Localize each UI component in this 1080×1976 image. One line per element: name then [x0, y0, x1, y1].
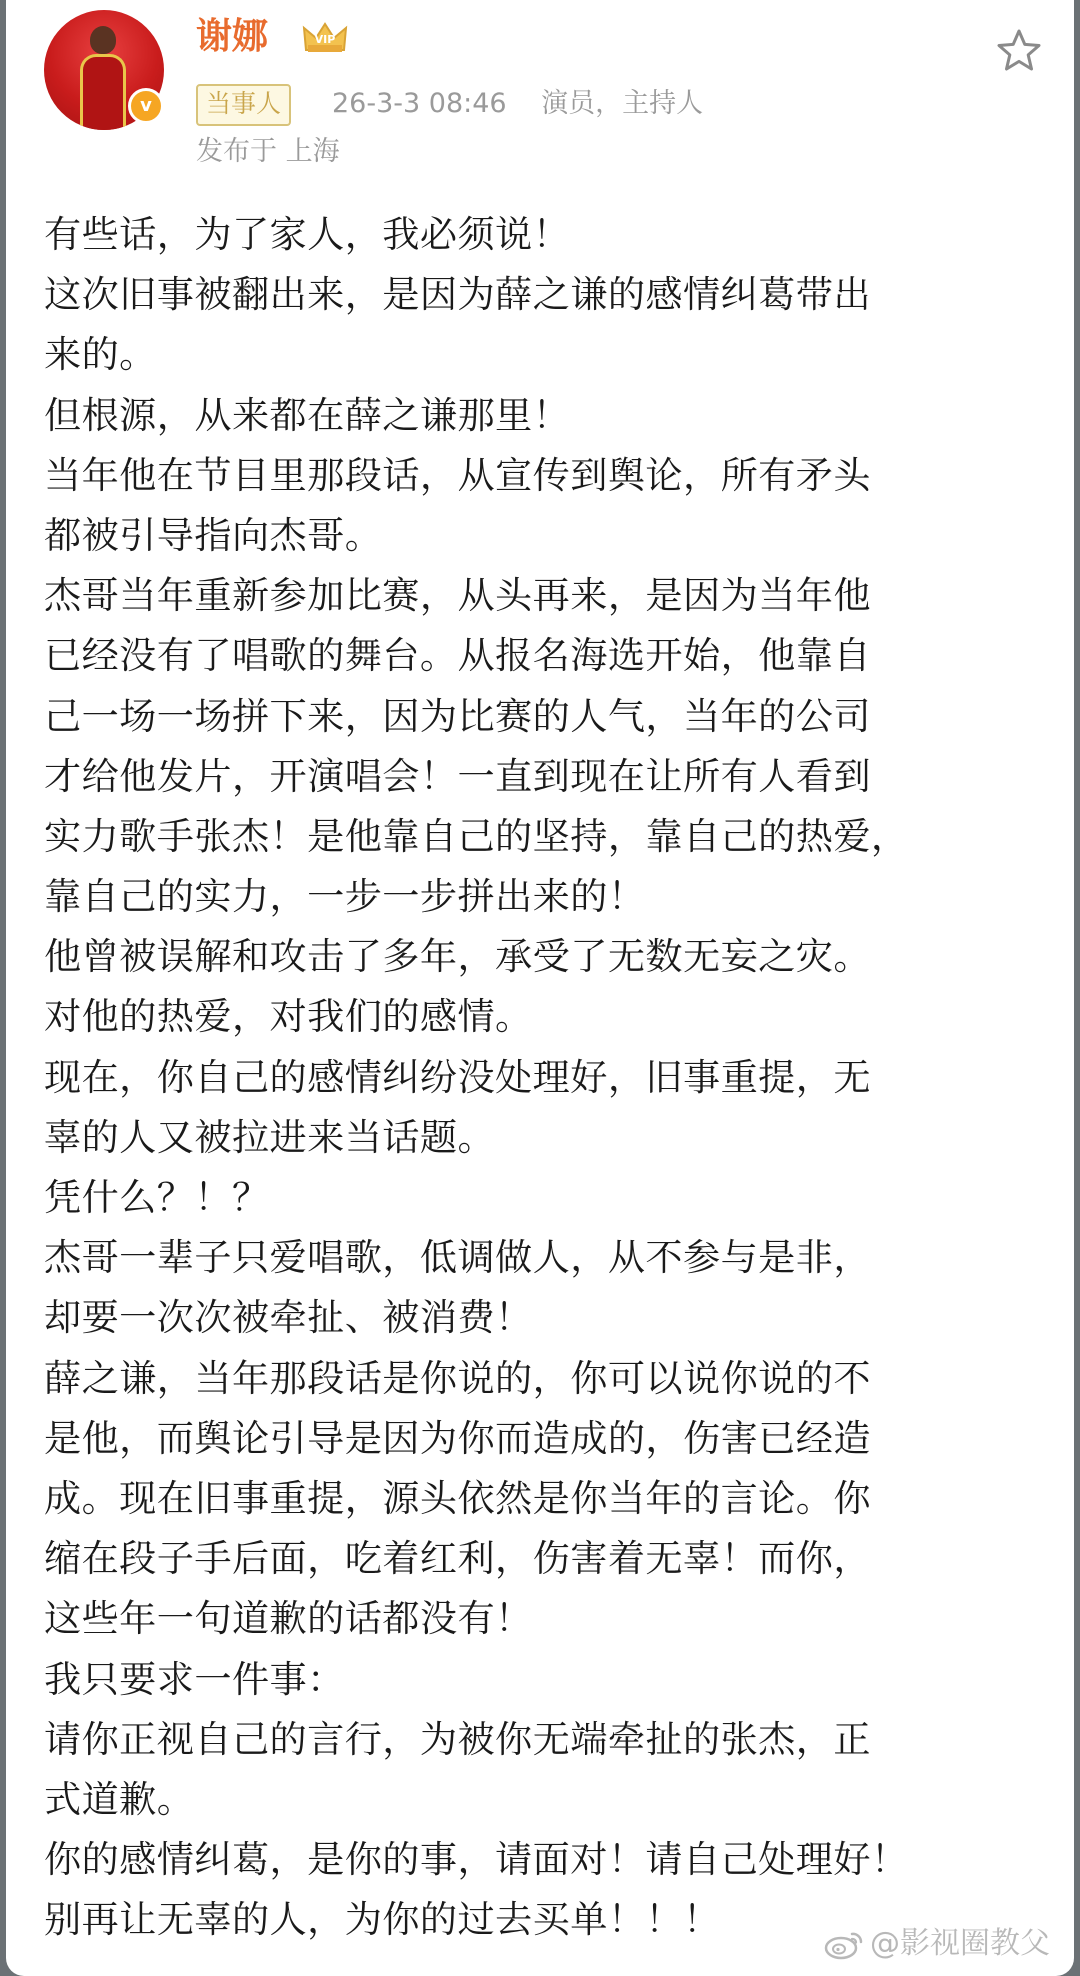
- svg-text:VIP: VIP: [314, 33, 336, 46]
- post-body-line: 都被引导指向杰哥。: [44, 512, 383, 557]
- post-body-line: 却要一次次被牵扯、被消费！: [44, 1295, 533, 1340]
- post-body-line: 薛之谦，当年那段话是你说的，你可以说你说的不: [44, 1355, 871, 1400]
- post-body-line: 但根源，从来都在薛之谦那里！: [44, 392, 571, 437]
- post-body: [44, 204, 1054, 1949]
- post-body-line: 杰哥一辈子只爱唱歌，低调做人，从不参与是非，: [44, 1235, 871, 1280]
- post-body-line: 请你正视自己的言行，为被你无端牵扯的张杰，正: [44, 1716, 871, 1761]
- post-body-line: 我只要求一件事：: [44, 1656, 345, 1701]
- post-body-line: 成。现在旧事重提，源头依然是你当年的言论。你: [44, 1475, 871, 1520]
- crown-icon: [302, 20, 348, 56]
- post-body-line: 凭什么？！？: [44, 1175, 270, 1219]
- post-body-line: 己一场一场拼下来，因为比赛的人气，当年的公司: [44, 693, 871, 738]
- post-body-line: 才给他发片，开演唱会！一直到现在让所有人看到: [44, 753, 871, 798]
- post-body-line: 来的。: [44, 332, 157, 377]
- post-body-line: 实力歌手张杰！是他靠自己的坚持，靠自己的热爱，: [44, 813, 909, 858]
- post-body-line: 式道歉。: [44, 1776, 195, 1821]
- post-body-line: 缩在段子手后面，吃着红利，伤害着无辜！而你，: [44, 1536, 871, 1581]
- post-body-line: 这些年一句道歉的话都没有！: [44, 1596, 533, 1641]
- post-meta: [332, 84, 729, 124]
- post-body-line: 这次旧事被翻出来，是因为薛之谦的感情纠葛带出: [44, 272, 871, 317]
- avatar-figure-body: [80, 54, 126, 130]
- post-body-line: 杰哥当年重新参加比赛，从头再来，是因为当年他: [44, 573, 871, 618]
- post-body-line: 当年他在节目里那段话，从宣传到舆论，所有矛头: [44, 452, 871, 497]
- avatar-figure-head: [90, 26, 116, 54]
- post-body-line: 有些话，为了家人，我必须说！: [44, 212, 571, 256]
- watermark: [824, 1924, 1050, 1964]
- post-timestamp: 26-3-3 08:46: [332, 88, 507, 119]
- post-body-line: 对他的热爱，对我们的感情。: [44, 994, 533, 1039]
- post-body-line: 是他，而舆论引导是因为你而造成的，伤害已经造: [44, 1415, 871, 1460]
- author-name[interactable]: 谢娜: [196, 16, 269, 57]
- post-body-line: 你的感情纠葛，是你的事，请面对！请自己处理好！: [44, 1837, 909, 1882]
- weibo-post-card: [6, 0, 1074, 1976]
- weibo-icon: [824, 1930, 864, 1960]
- post-body-line: 别再让无辜的人，为你的过去买单！！！: [44, 1897, 721, 1942]
- author-roles: 演员，主持人: [541, 88, 704, 119]
- post-body-line: 已经没有了唱歌的舞台。从报名海选开始，他靠自: [44, 633, 871, 678]
- post-location: 发布于 上海: [196, 136, 340, 167]
- watermark-text: @影视圈教父: [870, 1926, 1050, 1961]
- involved-party-tag: 当事人: [196, 84, 291, 126]
- post-body-line: 辜的人又被拉进来当话题。: [44, 1114, 496, 1159]
- post-body-line: 现在，你自己的感情纠纷没处理好，旧事重提，无: [44, 1054, 871, 1099]
- verified-badge-icon: v: [128, 88, 164, 124]
- post-body-line: 他曾被误解和攻击了多年，承受了无数无妄之灾。: [44, 934, 871, 979]
- post-body-line: 靠自己的实力，一步一步拼出来的！: [44, 874, 646, 919]
- star-icon[interactable]: [994, 26, 1044, 76]
